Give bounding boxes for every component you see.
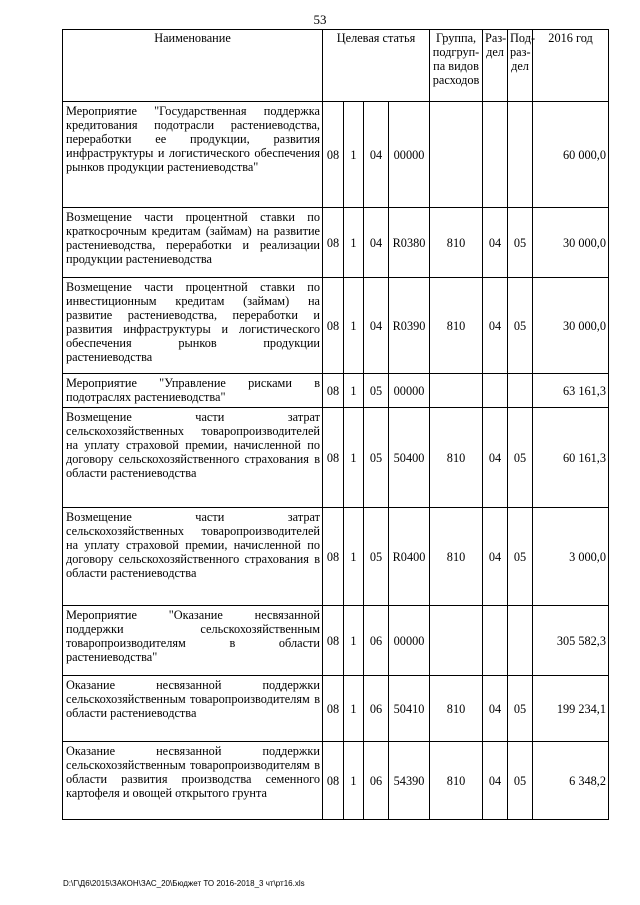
code-main-event: 05 bbox=[364, 374, 389, 408]
section-code: 04 bbox=[483, 208, 508, 278]
expense-group: 810 bbox=[430, 408, 483, 508]
row-name: Оказание несвязанной поддержки сельскохозяйственным товаропроизводителям в области развития производства семенного картофеля и овощей открытого грунта bbox=[63, 742, 323, 820]
table-row bbox=[63, 606, 609, 676]
amount-2016: 63 161,3 bbox=[533, 374, 609, 408]
row-name: Возмещение части процентной ставки по краткосрочным кредитам (займам) на развитие растениеводства, переработки и реализации продукции растениеводства bbox=[63, 208, 323, 278]
table-row bbox=[63, 742, 609, 820]
section-code: 04 bbox=[483, 278, 508, 374]
header-target-article: Целевая статья bbox=[323, 30, 430, 102]
budget-table bbox=[62, 29, 609, 820]
code-main-event: 05 bbox=[364, 408, 389, 508]
header-section: Раз-дел bbox=[483, 30, 508, 102]
section-code: 04 bbox=[483, 508, 508, 606]
code-program: 08 bbox=[323, 742, 344, 820]
table-row bbox=[63, 208, 609, 278]
code-subprogram: 1 bbox=[344, 676, 364, 742]
code-direction: 00000 bbox=[389, 606, 430, 676]
amount-2016: 60 000,0 bbox=[533, 102, 609, 208]
expense-group bbox=[430, 606, 483, 676]
header-name: Наименование bbox=[63, 30, 323, 102]
expense-group bbox=[430, 102, 483, 208]
row-name: Возмещение части затрат сельскохозяйственных товаропроизводителей на уплату страховой премии, начисленной по договору сельскохозяйственного страхования в области растениеводства bbox=[63, 508, 323, 606]
code-main-event: 05 bbox=[364, 508, 389, 606]
code-direction: R0380 bbox=[389, 208, 430, 278]
expense-group: 810 bbox=[430, 676, 483, 742]
row-name: Возмещение части процентной ставки по инвестиционным кредитам (займам) на развитие растениеводства, переработки и развития инфраструктуры и логистического обеспечения рынков продукции растениеводства bbox=[63, 278, 323, 374]
subsection-code bbox=[508, 374, 533, 408]
code-subprogram: 1 bbox=[344, 374, 364, 408]
section-code: 04 bbox=[483, 742, 508, 820]
code-program: 08 bbox=[323, 408, 344, 508]
amount-2016: 199 234,1 bbox=[533, 676, 609, 742]
section-code bbox=[483, 374, 508, 408]
header-expense-group: Группа, подгруп-па видов расходов bbox=[430, 30, 483, 102]
subsection-code: 05 bbox=[508, 676, 533, 742]
expense-group: 810 bbox=[430, 278, 483, 374]
code-program: 08 bbox=[323, 374, 344, 408]
subsection-code: 05 bbox=[508, 508, 533, 606]
expense-group: 810 bbox=[430, 508, 483, 606]
code-subprogram: 1 bbox=[344, 742, 364, 820]
code-direction: 50410 bbox=[389, 676, 430, 742]
amount-2016: 6 348,2 bbox=[533, 742, 609, 820]
section-code: 04 bbox=[483, 408, 508, 508]
table-row bbox=[63, 102, 609, 208]
code-direction: R0390 bbox=[389, 278, 430, 374]
amount-2016: 30 000,0 bbox=[533, 208, 609, 278]
row-name: Возмещение части затрат сельскохозяйственных товаропроизводителей на уплату страховой премии, начисленной по договору сельскохозяйственного страхования в области растениеводства bbox=[63, 408, 323, 508]
footer-file-path: D:\Г\Д6\2015\ЗАКОН\ЗАС_20\Бюджет ТО 2016-2018_3 чт\рт16.xls bbox=[63, 879, 305, 888]
expense-group: 810 bbox=[430, 208, 483, 278]
code-subprogram: 1 bbox=[344, 606, 364, 676]
section-code bbox=[483, 102, 508, 208]
section-code: 04 bbox=[483, 676, 508, 742]
code-subprogram: 1 bbox=[344, 102, 364, 208]
code-main-event: 04 bbox=[364, 208, 389, 278]
row-name: Мероприятие "Государственная поддержка кредитования подотрасли растениеводства, переработки ее продукции, развития инфраструктуры и логистического обеспечения рынков продукции растениеводства" bbox=[63, 102, 323, 208]
table-row bbox=[63, 278, 609, 374]
row-name: Мероприятие "Управление рисками в подотраслях растениеводства" bbox=[63, 374, 323, 408]
code-subprogram: 1 bbox=[344, 408, 364, 508]
subsection-code bbox=[508, 606, 533, 676]
code-program: 08 bbox=[323, 278, 344, 374]
code-main-event: 06 bbox=[364, 606, 389, 676]
amount-2016: 30 000,0 bbox=[533, 278, 609, 374]
header-subsection: Под-раз-дел bbox=[508, 30, 533, 102]
code-direction: 50400 bbox=[389, 408, 430, 508]
budget-body bbox=[63, 102, 609, 820]
subsection-code: 05 bbox=[508, 208, 533, 278]
code-subprogram: 1 bbox=[344, 208, 364, 278]
subsection-code: 05 bbox=[508, 742, 533, 820]
code-main-event: 06 bbox=[364, 676, 389, 742]
row-name: Оказание несвязанной поддержки сельскохозяйственным товаропроизводителям в области растениеводства bbox=[63, 676, 323, 742]
code-program: 08 bbox=[323, 102, 344, 208]
page-number: 53 bbox=[313, 12, 327, 27]
expense-group: 810 bbox=[430, 742, 483, 820]
expense-group bbox=[430, 374, 483, 408]
amount-2016: 60 161,3 bbox=[533, 408, 609, 508]
code-direction: R0400 bbox=[389, 508, 430, 606]
row-name: Мероприятие "Оказание несвязанной поддержки сельскохозяйственным товаропроизводителям в области растениеводства" bbox=[63, 606, 323, 676]
table-header-row bbox=[63, 30, 609, 102]
code-direction: 00000 bbox=[389, 102, 430, 208]
code-program: 08 bbox=[323, 508, 344, 606]
code-direction: 54390 bbox=[389, 742, 430, 820]
code-subprogram: 1 bbox=[344, 508, 364, 606]
table-row bbox=[63, 508, 609, 606]
subsection-code: 05 bbox=[508, 408, 533, 508]
code-program: 08 bbox=[323, 208, 344, 278]
code-program: 08 bbox=[323, 606, 344, 676]
code-main-event: 06 bbox=[364, 742, 389, 820]
amount-2016: 305 582,3 bbox=[533, 606, 609, 676]
table-row bbox=[63, 676, 609, 742]
code-main-event: 04 bbox=[364, 278, 389, 374]
table-row bbox=[63, 408, 609, 508]
code-program: 08 bbox=[323, 676, 344, 742]
code-subprogram: 1 bbox=[344, 278, 364, 374]
code-main-event: 04 bbox=[364, 102, 389, 208]
header-year: 2016 год bbox=[533, 30, 609, 102]
table-row bbox=[63, 374, 609, 408]
subsection-code bbox=[508, 102, 533, 208]
amount-2016: 3 000,0 bbox=[533, 508, 609, 606]
section-code bbox=[483, 606, 508, 676]
code-direction: 00000 bbox=[389, 374, 430, 408]
subsection-code: 05 bbox=[508, 278, 533, 374]
